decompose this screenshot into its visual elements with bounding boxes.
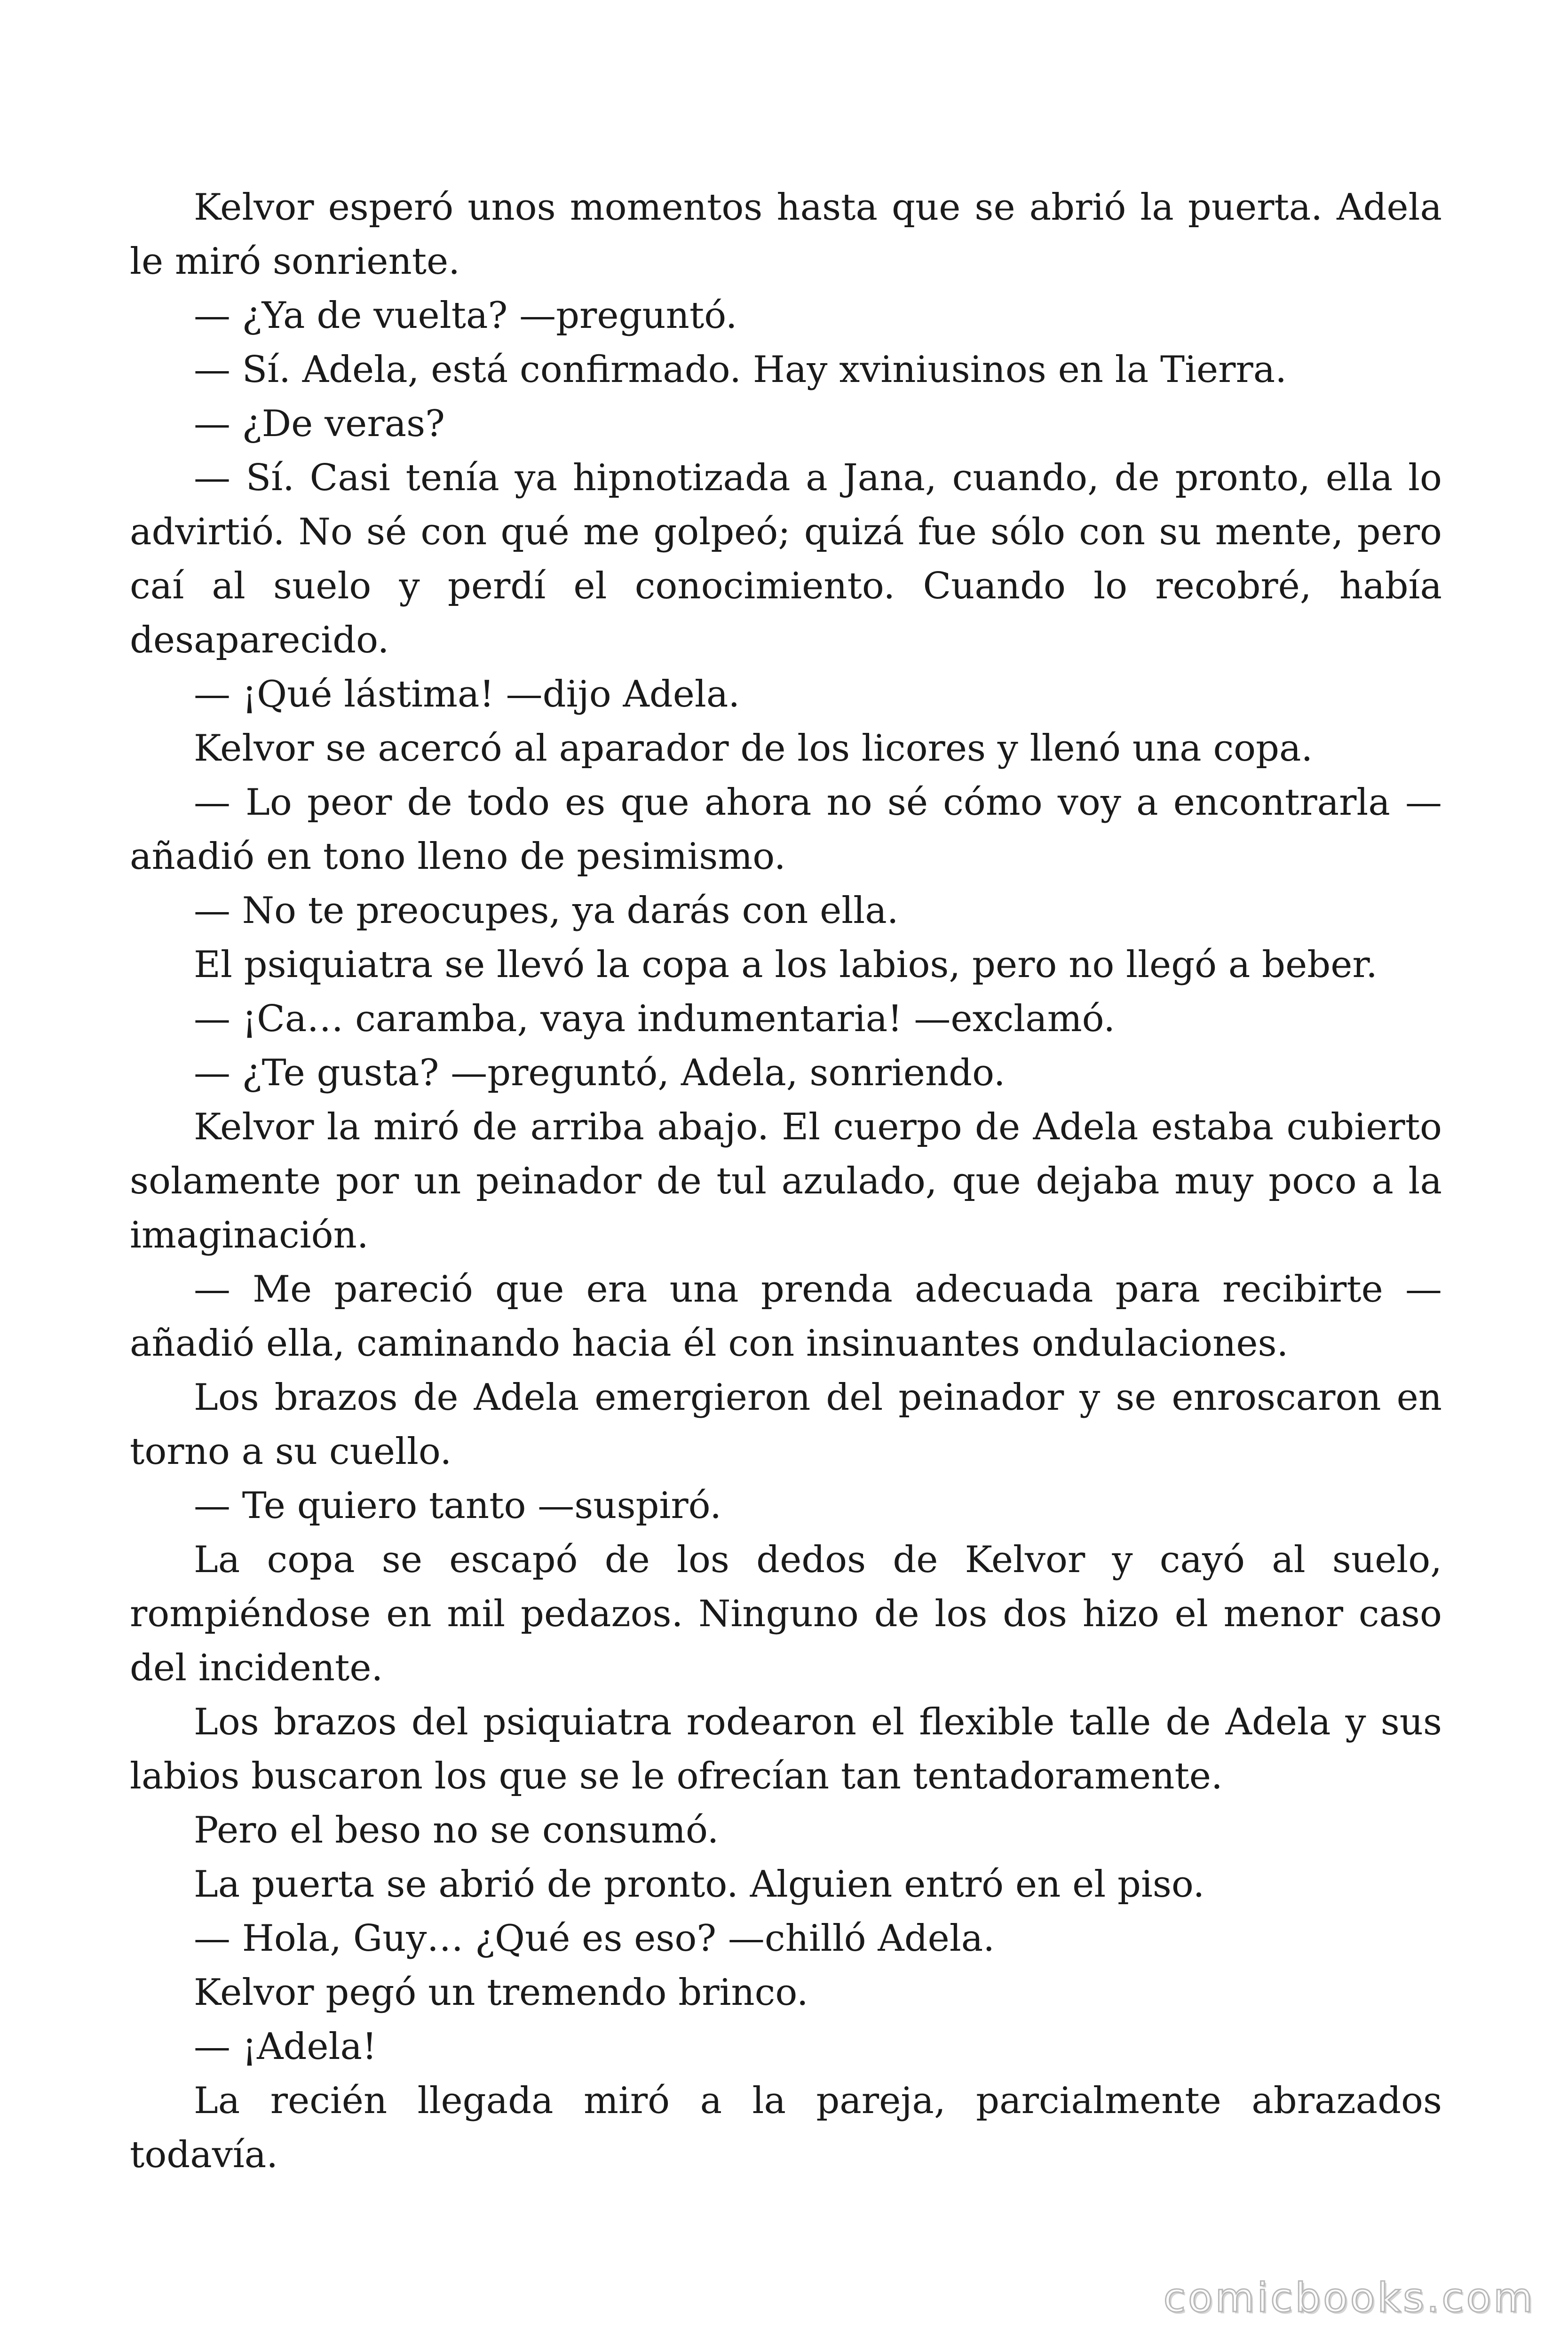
- paragraph: — ¿Ya de vuelta? —preguntó.: [194, 294, 737, 337]
- paragraph: — ¿De veras?: [194, 403, 445, 445]
- paragraph: Kelvor la miró de arriba abajo. El cuerpo de Adela estaba cubierto solamente por un peinador de tul azulado, que dejaba muy poco a la imaginación.: [130, 1106, 1442, 1256]
- paragraph: — Te quiero tanto —suspiró.: [194, 1485, 722, 1527]
- site-watermark: comicbooks.com: [1163, 2274, 1535, 2321]
- paragraph: — ¡Qué lástima! —dijo Adela.: [194, 673, 740, 715]
- paragraph: La puerta se abrió de pronto. Alguien entró en el piso.: [194, 1863, 1205, 1906]
- paragraph: Kelvor pegó un tremendo brinco.: [194, 1971, 808, 2014]
- paragraph: Kelvor esperó unos momentos hasta que se abrió la puerta. Adela le miró sonriente.: [130, 186, 1442, 283]
- paragraph: — No te preocupes, ya darás con ella.: [194, 890, 899, 932]
- paragraph: — Me pareció que era una prenda adecuada para recibirte — añadió ella, caminando hacia él con insinuantes ondulaciones.: [130, 1268, 1442, 1365]
- paragraph: Los brazos de Adela emergieron del peinador y se enroscaron en torno a su cuello.: [130, 1376, 1442, 1473]
- paragraph: — Sí. Adela, está confirmado. Hay xviniusinos en la Tierra.: [194, 349, 1287, 391]
- paragraph: — Hola, Guy… ¿Qué es eso? —chilló Adela.: [194, 1917, 995, 1960]
- paragraph: Kelvor se acercó al aparador de los licores y llenó una copa.: [194, 727, 1313, 770]
- paragraph: Pero el beso no se consumó.: [194, 1809, 719, 1851]
- paragraph: — ¡Ca… caramba, vaya indumentaria! —exclamó.: [194, 998, 1116, 1040]
- paragraph: La recién llegada miró a la pareja, parcialmente abrazados todavía.: [130, 2080, 1442, 2176]
- paragraph: — ¿Te gusta? —preguntó, Adela, sonriendo.: [194, 1052, 1006, 1094]
- paragraph: La copa se escapó de los dedos de Kelvor y cayó al suelo, rompiéndose en mil pedazos. Ninguno de los dos hizo el menor caso del incidente.: [130, 1539, 1442, 1689]
- paragraph: — Lo peor de todo es que ahora no sé cómo voy a encontrarla — añadió en tono lleno de pesimismo.: [130, 781, 1442, 878]
- body-text: [130, 181, 1442, 2182]
- paragraph: — Sí. Casi tenía ya hipnotizada a Jana, cuando, de pronto, ella lo advirtió. No sé con qué me golpeó; quizá fue sólo con su mente, pero caí al suelo y perdí el conocimiento. Cuando lo recobré, había desaparecido.: [130, 457, 1442, 661]
- paragraph: El psiquiatra se llevó la copa a los labios, pero no llegó a beber.: [194, 944, 1378, 986]
- paragraph: Los brazos del psiquiatra rodearon el flexible talle de Adela y sus labios buscaron los que se le ofrecían tan tentadoramente.: [130, 1701, 1442, 1797]
- paragraph: — ¡Adela!: [194, 2026, 377, 2068]
